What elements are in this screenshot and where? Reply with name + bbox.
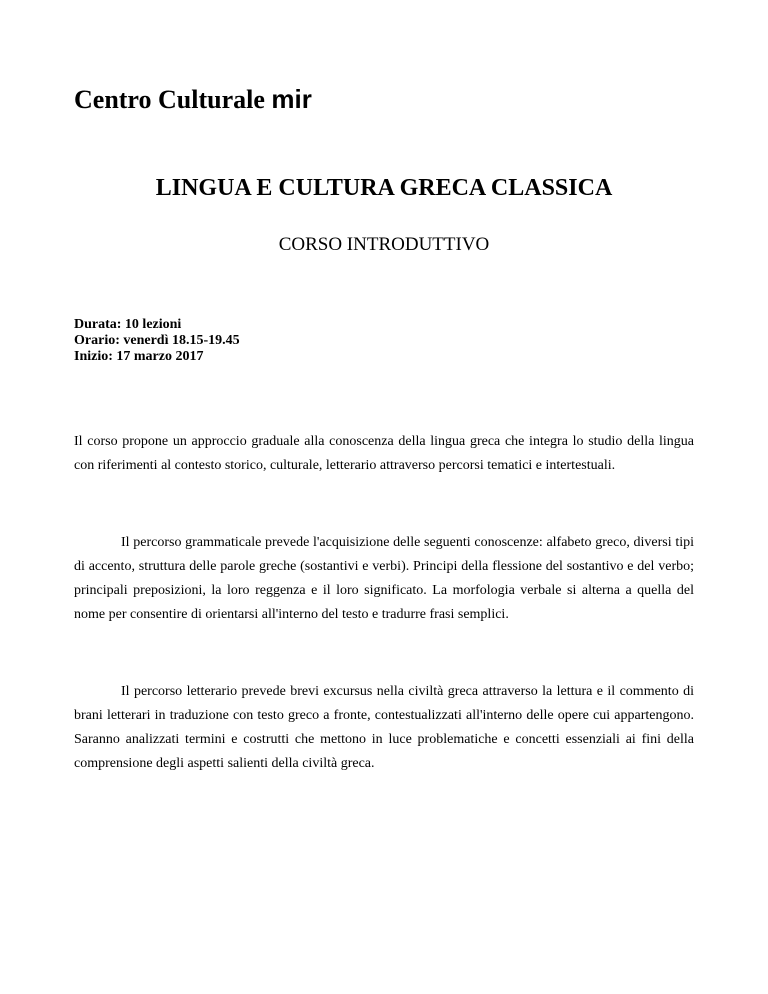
info-schedule: Orario: venerdì 18.15-19.45 [74, 333, 240, 348]
org-title [74, 84, 312, 115]
grammar-paragraph: Il percorso grammaticale prevede l'acquisizione delle seguenti conoscenze: alfabeto greco, diversi tipi di accento, struttura delle parole greche (sostantivi e verbi). Principi della flessione del sostantivo e del verbo; principali preposizioni, la loro reggenza e il loro significato. La morfologia verbale si alterna a quella del nome per consentire di orientarsi all'interno del testo e tradurre frasi semplici. [74, 535, 694, 622]
info-start: Inizio: 17 marzo 2017 [74, 349, 204, 364]
org-name: Centro Culturale [74, 85, 265, 114]
literature-paragraph: Il percorso letterario prevede brevi excursus nella civiltà greca attraverso la lettura e il commento di brani letterari in traduzione con testo greco a fronte, contestualizzati all'interno delle opere cui appartengono. Saranno analizzati termini e costrutti che mettono in luce problematiche e concetti essenziali ai fini della comprensione degli aspetti salienti della civiltà greca. [74, 684, 694, 771]
intro-paragraph: Il corso propone un approccio graduale alla conoscenza della lingua greca che integra lo studio della lingua con riferimenti al contesto storico, culturale, letterario attraverso percorsi tematici e intertestuali. [74, 434, 694, 473]
info-duration: Durata: 10 lezioni [74, 317, 182, 332]
org-suffix: mir [271, 84, 312, 114]
course-info [74, 317, 240, 365]
course-subtitle: CORSO INTRODUTTIVO [278, 234, 490, 255]
course-title: LINGUA E CULTURA GRECA CLASSICA [155, 175, 613, 201]
